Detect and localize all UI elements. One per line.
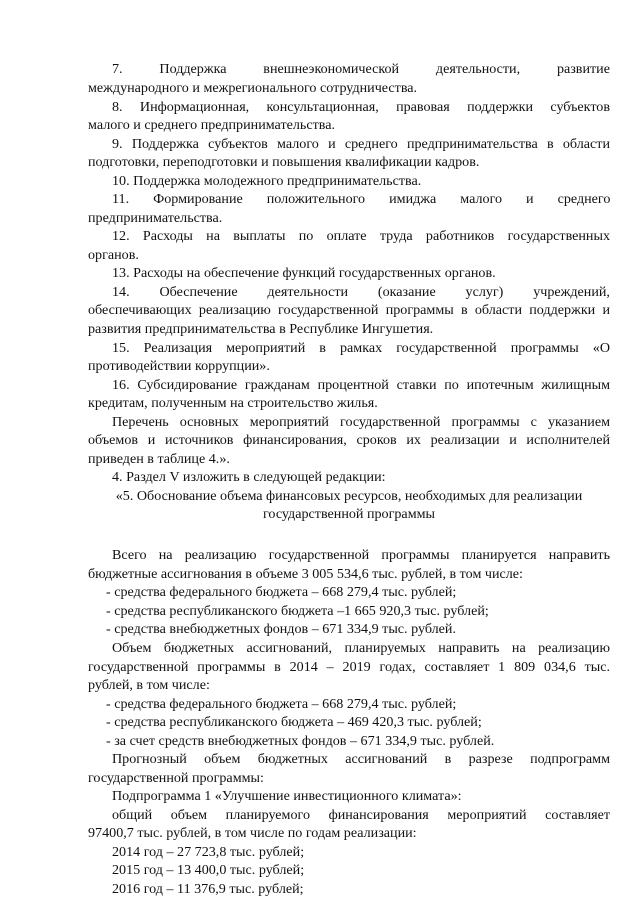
word: малого — [460, 191, 503, 207]
paragraph-7-line-2: международного и межрегионального сотрудничества. — [88, 80, 418, 96]
word: имиджа — [389, 191, 437, 207]
volume-paragraph-line-2: государственной программы в 2014 – 2019 годах, составляет 1 809 034,6 тыс. — [88, 659, 610, 675]
subprogram-1-line-1: общий объем планируемого финансирования мероприятий составляет — [112, 807, 610, 823]
volume-paragraph-line-3: рублей, в том числе: — [88, 677, 210, 693]
volume-bullet-offbudget: - за счет средств внебюджетных фондов – 671 334,9 тыс. рублей. — [106, 733, 495, 749]
paragraph-10: 10. Поддержка молодежного предпринимательства. — [112, 173, 422, 189]
paragraph-8-line-1: 8. Информационная, консультационная, правовая поддержки субъектов — [112, 99, 610, 115]
forecast-paragraph-line-1: Прогнозный объем бюджетных ассигнований в разрезе подпрограмм — [112, 751, 610, 767]
paragraph-9-line-1: 9. Поддержка субъектов малого и среднего предпринимательства в области — [112, 136, 610, 152]
section-4-instruction: 4. Раздел V изложить в следующей редакции: — [112, 469, 386, 485]
word: 11. — [112, 191, 130, 207]
year-2015-amount: 2015 год – 13 400,0 тыс. рублей; — [112, 862, 305, 878]
subprogram-1-title: Подпрограмма 1 «Улучшение инвестиционного климата»: — [112, 788, 462, 804]
paragraph-12-line-1: 12. Расходы на выплаты по оплате труда работников государственных — [112, 228, 610, 244]
section-heading-line-1: «5. Обоснование объема финансовых ресурсов, необходимых для реализации — [115, 488, 583, 504]
list-paragraph-line-3: приведен в таблице 4.». — [88, 451, 230, 467]
word: деятельности, — [435, 61, 521, 77]
volume-paragraph-line-1: Объем бюджетных ассигнований, планируемых направить на реализацию — [112, 640, 610, 656]
word: деятельности — [267, 284, 349, 300]
word: и — [526, 191, 534, 207]
paragraph-7-line-1 — [88, 60, 610, 79]
paragraph-15-line-2: противодействии коррупции». — [88, 358, 270, 374]
paragraph-14-line-3: развития предпринимательства в Республике Ингушетия. — [88, 321, 434, 337]
paragraph-14-line-2: обеспечивающих реализацию государственной программы в области поддержки и — [88, 302, 610, 318]
total-paragraph-line-2: бюджетные ассигнования в объеме 3 005 534,6 тыс. рублей, в том числе: — [88, 566, 523, 582]
volume-bullet-republican: - средства республиканского бюджета – 469 420,3 тыс. рублей; — [106, 714, 482, 730]
word: среднего — [557, 191, 611, 207]
forecast-paragraph-line-2: государственной программы: — [88, 770, 264, 786]
word: Обеспечение — [159, 284, 238, 300]
word: (оказание — [377, 284, 436, 300]
word: Поддержка — [159, 61, 227, 77]
total-bullet-federal: - средства федерального бюджета – 668 279,4 тыс. рублей; — [106, 584, 457, 600]
word: развитие — [556, 61, 610, 77]
list-paragraph-line-2: объемов и источников финансирования, сроков их реализации и исполнителей — [88, 432, 610, 448]
year-2016-amount: 2016 год – 11 376,9 тыс. рублей; — [112, 881, 304, 897]
word: 7. — [112, 61, 123, 77]
volume-bullet-federal: - средства федерального бюджета – 668 279,4 тыс. рублей; — [106, 696, 457, 712]
paragraph-16-line-1: 16. Субсидирование гражданам процентной ставки по ипотечным жилищным — [112, 377, 610, 393]
year-2014-amount: 2014 год – 27 723,8 тыс. рублей; — [112, 844, 305, 860]
list-paragraph-line-1: Перечень основных мероприятий государственной программы с указанием — [112, 414, 610, 430]
paragraph-16-line-2: кредитам, полученным на строительство жилья. — [88, 395, 378, 411]
paragraph-14-line-1 — [88, 283, 610, 302]
paragraph-13: 13. Расходы на обеспечение функций государственных органов. — [112, 265, 496, 281]
paragraph-15-line-1: 15. Реализация мероприятий в рамках государственной программы «О — [112, 340, 610, 356]
paragraph-11-line-1 — [88, 190, 610, 209]
paragraph-11-line-2: предпринимательства. — [88, 210, 223, 226]
total-bullet-republican: - средства республиканского бюджета –1 665 920,3 тыс. рублей; — [106, 603, 489, 619]
word: 14. — [112, 284, 130, 300]
word: Формирование — [153, 191, 243, 207]
word: положительного — [266, 191, 366, 207]
subprogram-1-line-2: 97400,7 тыс. рублей, в том числе по годам реализации: — [88, 825, 417, 841]
word: внешнеэкономической — [263, 61, 400, 77]
section-heading-line-2: государственной программы — [263, 506, 435, 522]
paragraph-12-line-2: органов. — [88, 247, 139, 263]
total-paragraph-line-1: Всего на реализацию государственной программы планируется направить — [112, 547, 610, 563]
total-bullet-offbudget: - средства внебюджетных фондов – 671 334,9 тыс. рублей. — [106, 621, 456, 637]
word: учреждений, — [533, 284, 610, 300]
word: услуг) — [465, 284, 504, 300]
paragraph-8-line-2: малого и среднего предпринимательства. — [88, 117, 335, 133]
paragraph-9-line-2: подготовки, переподготовки и повышения квалификации кадров. — [88, 154, 480, 170]
